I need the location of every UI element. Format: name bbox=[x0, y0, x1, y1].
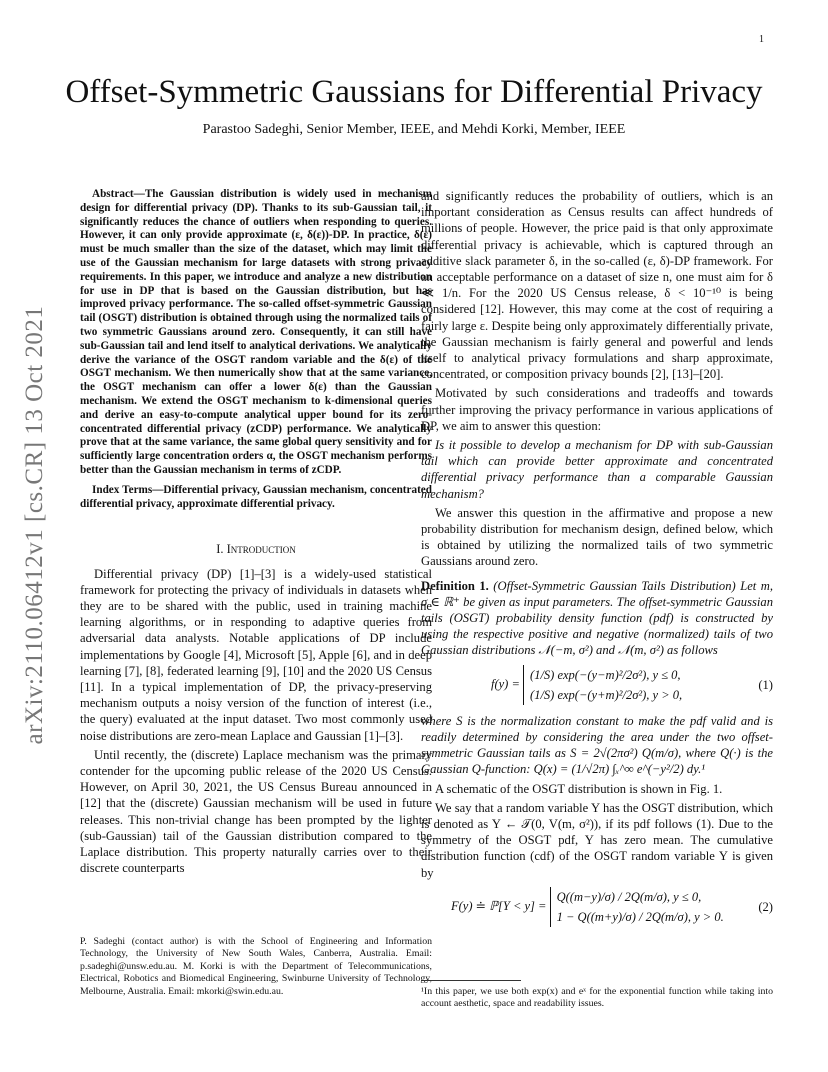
right-paragraph-3: We answer this question in the affirmative and propose a new probability distribution for mechanism design, defined below, which is obtained by utilizing the normalized tails of two symmetric Gaussians around zero. bbox=[421, 505, 773, 569]
index-terms: Index Terms—Differential privacy, Gaussian mechanism, concentrated differential privacy, approximate differential privacy. bbox=[80, 483, 432, 510]
eq2-cases bbox=[550, 887, 724, 927]
paper-title: Offset-Symmetric Gaussians for Differential Privacy bbox=[65, 74, 763, 110]
after-equation-1: where S is the normalization constant to make the pdf valid and is readily determined by considering the area under the two offset-symmetric Gaussian tails as S = 2√(2πσ²) Q(m/σ), where Q(·) is the Gaussian Q-function: Q(x) = (1/√2π) ∫ₓ^∞ e^(−y²/2) dy.¹ bbox=[421, 713, 773, 777]
left-column bbox=[80, 188, 432, 879]
eq1-number: (1) bbox=[758, 677, 773, 692]
arxiv-stamp bbox=[18, 290, 52, 760]
definition-1 bbox=[421, 578, 773, 659]
eq1-cases bbox=[523, 665, 682, 705]
arxiv-stamp-text: arXiv:2110.06412v1 [cs.CR] 13 Oct 2021 bbox=[21, 305, 48, 745]
right-paragraph-2: Motivated by such considerations and tradeoffs and towards further improving the privacy performance in various applications of DP, we aim to answer this question: bbox=[421, 386, 773, 433]
right-paragraph-1: and significantly reduces the probability of outliers, which is an important consideration as Census results can affect hundreds of millions of people. However, the price paid is that only approximate differential privacy is achievable, which is captured through an additive slack parameter δ, in the so-called (ε, δ)-DP framework. For an acceptable performance on a dataset of size n, one must aim for δ ≪ 1/n. For the 2020 US Census release, δ < 10⁻¹⁰ is being considered [12]. However, this may come at the cost of requiring a fairly large ε. Despite being only approximately differentially private, the Gaussian mechanism is fairly general and powerful and lends itself to analytical privacy formulations and sharp approximate, concentrated, or composition privacy bounds [2], [13]–[20]. bbox=[421, 189, 773, 382]
paper-authors: Parastoo Sadeghi, Senior Member, IEEE, and Mehdi Korki, Member, IEEE bbox=[202, 122, 626, 137]
eq1-lhs: f(y) = bbox=[491, 676, 520, 691]
abstract: Abstract—The Gaussian distribution is widely used in mechanism design for differential privacy (DP). Thanks to its sub-Gaussian tail, it significantly reduces the chance of outliers when responding to queries. However, it can only provide approximate (ε, δ(ε))-DP. In practice, δ(ε) must be much smaller than the size of the dataset, which may limit the use of the Gaussian mechanism for large datasets with strong privacy requirements. In this paper, we introduce and analyze a new distribution for use in DP that is based on the Gaussian distribution, but has improved privacy performance. The so-called offset-symmetric Gaussian tail (OSGT) distribution is obtained through using the normalized tails of two symmetric Gaussians around zero. Consequently, it can still have sub-Gaussian tail and lend itself to analytical derivations. We analytically derive the variance of the OSGT random variable and the δ(ε) of the OSGT mechanism. We then numerically show that at the same variance, the OSGT mechanism can offer a lower δ(ε) than the Gaussian mechanism. We extend the OSGT mechanism to k-dimensional queries and derive an easy-to-compute analytical upper bound for its zero-concentrated differential privacy (zCDP) performance. We analytically prove that at the same variance, the same global query sensitivity and for sufficiently large concentration orders α, the OSGT mechanism performs better than the Gaussian mechanism in terms of zCDP. bbox=[80, 188, 432, 476]
eq1-case-1: (1/S) exp(−(y−m)²/2σ²), y ≤ 0, bbox=[530, 667, 681, 682]
eq2-lhs: F(y) ≐ ℙ[Y < y] = bbox=[451, 898, 547, 913]
eq2-case-1: Q((m−y)/σ) / 2Q(m/σ), y ≤ 0, bbox=[556, 889, 702, 904]
page-number: 1 bbox=[759, 34, 764, 45]
intro-paragraph-1: Differential privacy (DP) [1]–[3] is a widely-used statistical framework for protecting the privacy of individuals in datasets when they are to be shared with the public, used in training machine learning algorithms, or in responding to adaptive queries from adversarial data analysts. Notable applications of DP include implementations by Google [4], Microsoft [5], Apple [6], and in deep learning [7], [8], federated learning [9], [10] and the 2020 US Census [11]. In a typical implementation of DP, the privacy-preserving mechanism outputs a noisy version of the function of interest (i.e., the query) evaluated at the input dataset. Two most commonly used noise distributions are zero-mean Laplace and Gaussian [1]–[3]. bbox=[80, 566, 432, 743]
eq2-number: (2) bbox=[758, 899, 773, 914]
right-paragraph-4: A schematic of the OSGT distribution is shown in Fig. 1. bbox=[435, 781, 723, 796]
definition-head: Definition 1. bbox=[421, 578, 489, 593]
eq2-case-2: 1 − Q((m+y)/σ) / 2Q(m/σ), y > 0. bbox=[556, 909, 724, 924]
eq1-case-2: (1/S) exp(−(y+m)²/2σ²), y > 0, bbox=[530, 687, 683, 702]
section-title: I. Introduction bbox=[216, 542, 296, 557]
right-paragraph-5: We say that a random variable Y has the OSGT distribution, which is denoted as Y ← 𝒯(0, V(m, σ²)), if its pdf follows (1). Due to the symmetry of the OSGT pdf, Y has zero mean. The cumulative distribution function (cdf) of the OSGT random variable Y is given by bbox=[421, 800, 773, 880]
equation-1 bbox=[421, 663, 773, 709]
footnote-rule bbox=[421, 980, 521, 981]
right-column bbox=[421, 188, 773, 935]
definition-text: (Offset-Symmetric Gaussian Tails Distribution) Let m, σ ∈ ℝ⁺ be given as input parameters. The offset-symmetric Gaussian tails (OSGT) probability density function (pdf) is constructed by using the respective positive and negative (normalized) tails of two Gaussian distributions 𝒩(−m, σ²) and 𝒩(m, σ²) as follows bbox=[421, 578, 774, 658]
equation-2 bbox=[421, 885, 773, 931]
footnote-exp: ¹In this paper, we use both exp(x) and eˣ for the exponential function while taking into account aesthetic, space and readability issues. bbox=[421, 986, 773, 1010]
footnote-affiliation: P. Sadeghi (contact author) is with the School of Engineering and Information Technology, the University of New South Wales, Canberra, Australia. Email: p.sadeghi@unsw.edu.au. M. Korki is with the Department of Telecommunications, Electrical, Robotics and Biomedical Engineering, Swinburne University of Technology, Melbourne, Australia. Email: mkorki@swin.edu.au. bbox=[80, 936, 432, 997]
intro-paragraph-2: Until recently, the (discrete) Laplace mechanism was the primary contender for the upcoming public release of the 2020 US Census. However, on April 30, 2021, the US Census Bureau announced in [12] that the (discrete) Gaussian mechanism will be used in future releases. This non-trivial change has been prompted by the lighter (sub-Gaussian) tail of the Gaussian distribution compared to the Laplace distribution. This property naturally carries over to their discrete counterparts bbox=[80, 747, 432, 876]
research-question: Is it possible to develop a mechanism for DP with sub-Gaussian tail which can provide better approximate and concentrated differential privacy performance than a comparable Gaussian mechanism? bbox=[421, 438, 773, 501]
